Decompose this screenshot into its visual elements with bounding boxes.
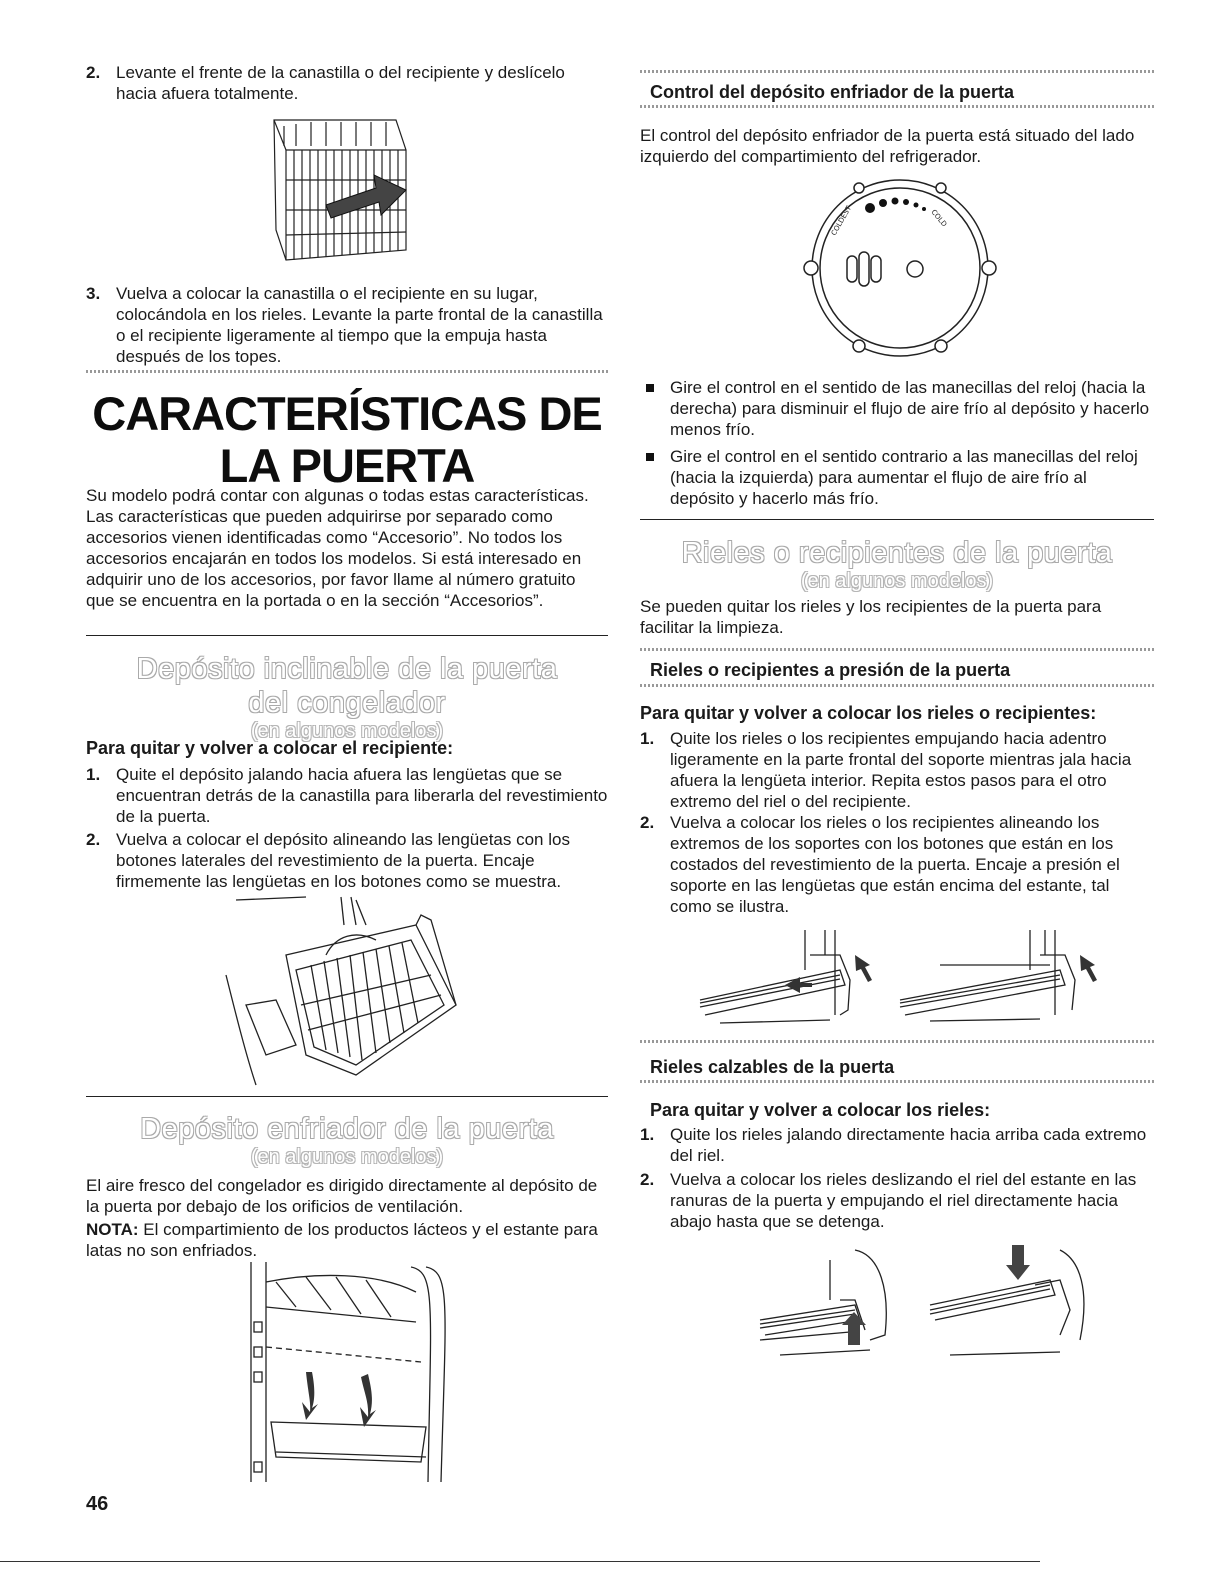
heading-dotted-rule — [640, 70, 1154, 73]
door-rails-paragraph: Se pueden quitar los rieles y los recipientes de la puerta para facilitar la limpieza. — [640, 597, 1102, 637]
chiller-bin-paragraph: El aire fresco del congelador es dirigido directamente al depósito de la puerta por debajo de los orificios de ventilación. — [86, 1176, 598, 1216]
wire-basket-illustration — [256, 110, 436, 275]
footer-rule — [0, 1561, 1040, 1562]
step-number: 2. — [640, 1170, 655, 1189]
door-rails-section-title — [640, 536, 1154, 593]
section-subtitle: (en algunos modelos) — [800, 570, 994, 592]
temperature-dial-illustration[interactable] — [805, 168, 995, 368]
heading-dotted-rule — [640, 1080, 1154, 1083]
heading-dotted-rule — [640, 105, 1154, 108]
freezer-bin-heading: Para quitar y volver a colocar el recipiente: — [86, 738, 454, 758]
tilt-bin-illustration — [216, 895, 476, 1090]
bullet-text: Gire el control en el sentido de las manecillas del reloj (hacia la derecha) para disminuir el flujo de aire frío al depósito y hacerlo menos frío. — [670, 378, 1150, 439]
basket-step-2 — [86, 62, 608, 106]
step-number: 2. — [640, 813, 655, 832]
step-number: 2. — [86, 63, 101, 82]
section-title: Rieles o recipientes de la puerta — [681, 537, 1113, 569]
control-paragraph: El control del depósito enfriador de la puerta está situado del lado izquierdo del compartimiento del refrigerador. — [640, 126, 1135, 166]
step-number: 1. — [86, 765, 101, 784]
step-number: 1. — [640, 1125, 655, 1144]
step-text: Quite los rieles o los recipientes empujando hacia adentro ligeramente en la parte frontal del soporte mientras jala hacia afuera la lengüeta interior. Repita estos pasos para el otro extremo del riel o del recipiente. — [670, 729, 1132, 811]
section-rule — [86, 635, 608, 636]
step-text: Vuelva a colocar los rieles o los recipientes alineando los extremos de los soportes con los botones que están en los costados del revestimiento de la puerta. Encaje a presión el soporte en las lengüetas que están encima del estante, tal como se ilustra. — [670, 813, 1120, 916]
step-number: 1. — [640, 729, 655, 748]
section-rule — [86, 1096, 608, 1097]
step-text: Quite el depósito jalando hacia afuera las lengüetas que se encuentran detrás de la canastilla para liberarla del revestimiento de la puerta. — [116, 765, 608, 826]
press-rail-illustration — [700, 925, 1160, 1025]
press-rails-step-1 — [640, 728, 1154, 812]
slide-rails-step-1 — [640, 1124, 1154, 1168]
note-label: NOTA: — [86, 1220, 139, 1239]
section-rule — [640, 519, 1154, 520]
control-heading: Control del depósito enfriador de la puerta — [650, 82, 1015, 102]
slide-rails-heading: Rieles calzables de la puerta — [650, 1057, 895, 1077]
section-subtitle: (en algunos modelos) — [250, 1146, 444, 1168]
press-rails-step-2 — [640, 812, 1154, 917]
page-number: 46 — [86, 1493, 109, 1515]
dial-label-coldest: COLDEST — [829, 204, 854, 237]
basket-step-3 — [86, 283, 608, 369]
section-divider — [86, 370, 608, 373]
slide-rails-subheading: Para quitar y volver a colocar los rieles: — [650, 1100, 991, 1120]
step-text: Vuelva a colocar la canastilla o el recipiente en su lugar, colocándola en los rieles. Levante la parte frontal de la canastilla o el recipiente ligeramente al tiempo que la empuja hasta después de los topes. — [116, 284, 603, 366]
step-text: Quite los rieles jalando directamente hacia arriba cada extremo del riel. — [670, 1125, 1147, 1165]
page-title — [86, 388, 608, 492]
bullet-marker — [646, 453, 654, 461]
press-rails-heading: Rieles o recipientes a presión de la puerta — [650, 660, 1011, 680]
note-paragraph — [86, 1219, 608, 1261]
section-subtitle: (en algunos modelos) — [250, 720, 444, 742]
section-title-line-1: Depósito inclinable de la puerta — [136, 653, 558, 685]
bullet-text: Gire el control en el sentido contrario a las manecillas del reloj (hacia la izquierda) para aumentar el flujo de aire frío al depósito y hacerlo más frío. — [670, 447, 1138, 508]
step-number: 2. — [86, 830, 101, 849]
step-text: Levante el frente de la canastilla o del recipiente y deslícelo hacia afuera totalmente. — [116, 63, 565, 103]
freezer-bin-step-2 — [86, 829, 608, 893]
slide-rail-illustration — [760, 1240, 1100, 1370]
intro-paragraph: Su modelo podrá contar con algunas o todas estas características. Las características que pueden adquirirse por separado como accesorios vienen identificadas como “Accesorio”. No todos los accesorios encajarán en todos los modelos. Si está interesado en adquirir uno de los accesorios, por favor llame al número gratuito que se encuentra en la portada o en la sección “Accesorios”. — [86, 486, 589, 610]
bullet-counterclockwise — [640, 446, 1154, 510]
heading-dotted-rule — [640, 648, 1154, 651]
step-text: Vuelva a colocar el depósito alineando las lengüetas con los botones laterales del revestimiento de la puerta. Encaje firmemente las lengüetas en los botones como se muestra. — [116, 830, 570, 891]
freezer-bin-step-1 — [86, 764, 608, 828]
slide-rails-step-2 — [640, 1169, 1154, 1233]
chiller-bin-illustration — [236, 1262, 456, 1482]
bullet-marker — [646, 384, 654, 392]
dial-label-cold: COLD — [929, 208, 949, 229]
press-rails-subheading: Para quitar y volver a colocar los rieles o recipientes: — [640, 703, 1097, 723]
heading-dotted-rule — [640, 1040, 1154, 1043]
step-number: 3. — [86, 284, 101, 303]
section-title: Depósito enfriador de la puerta — [140, 1113, 554, 1145]
heading-dotted-rule — [640, 684, 1154, 687]
section-title-line-2: del congelador — [248, 687, 446, 719]
page-title-line-1: CARACTERÍSTICAS DE — [92, 387, 602, 440]
freezer-bin-section-title — [86, 652, 608, 743]
page-title-line-2: LA PUERTA — [219, 439, 475, 492]
step-text: Vuelva a colocar los rieles deslizando el riel del estante en las ranuras de la puerta y empujando el riel directamente hacia abajo hasta que se detenga. — [670, 1170, 1137, 1231]
chiller-bin-section-title — [86, 1112, 608, 1169]
bullet-clockwise — [640, 377, 1154, 441]
note-text: El compartimiento de los productos lácteos y el estante para latas no son enfriados. — [86, 1220, 598, 1260]
